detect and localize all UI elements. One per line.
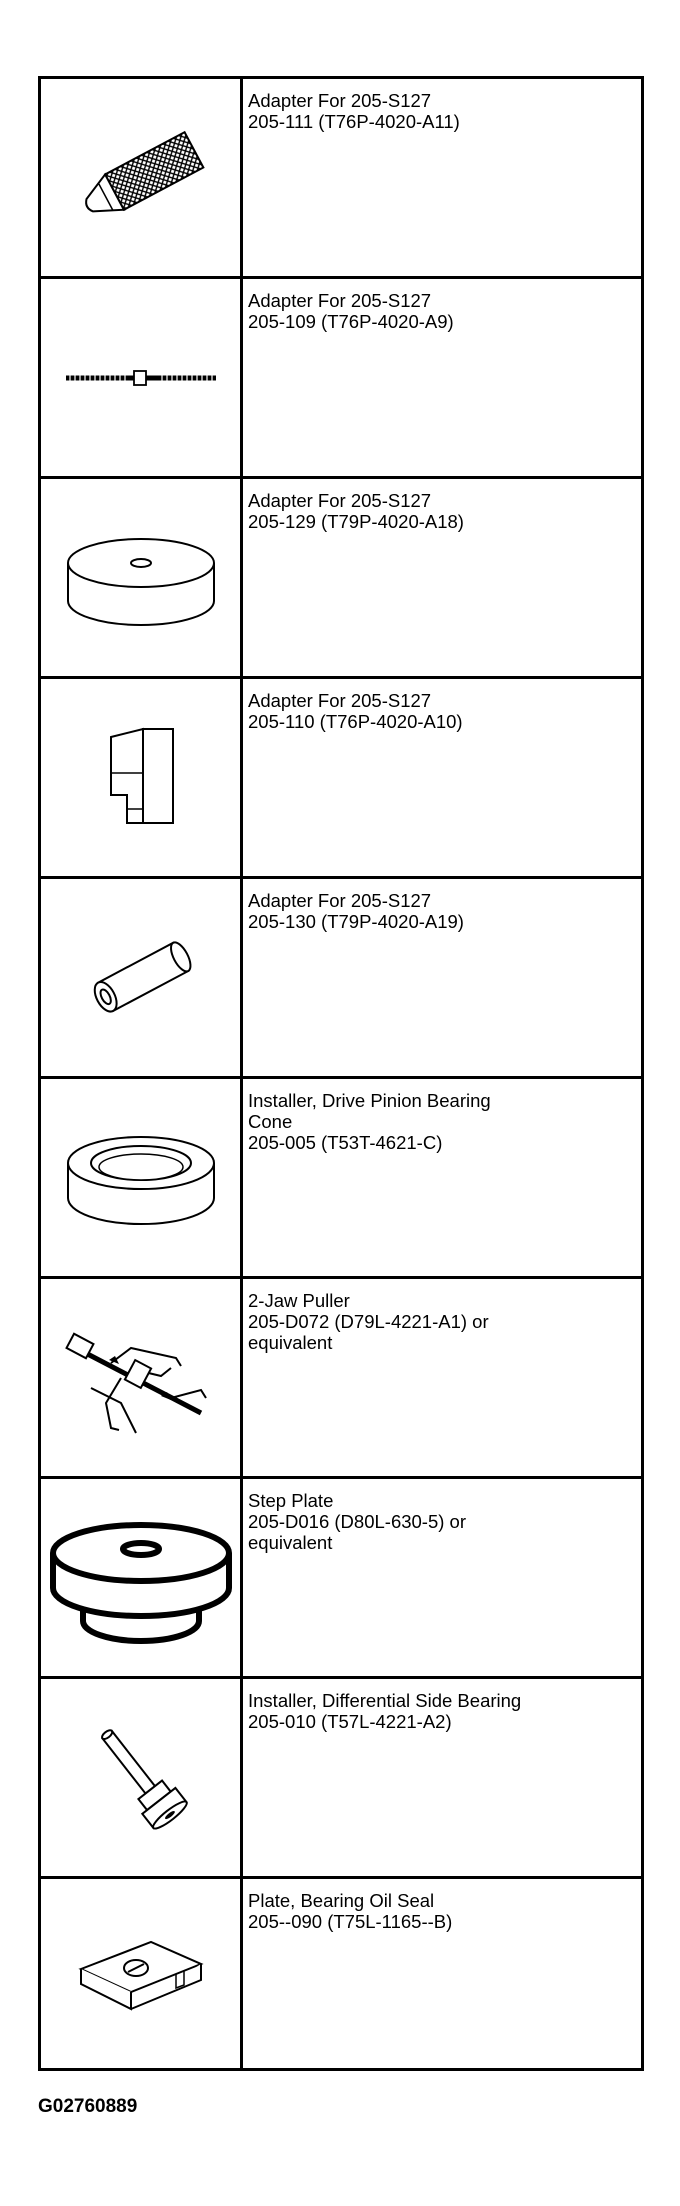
tool-image-cell [41, 1879, 243, 2068]
tool-description [248, 690, 633, 732]
bearing-installer-icon [66, 1703, 216, 1853]
figure-id: G02760889 [38, 2096, 138, 2117]
tool-image-cell [41, 79, 243, 276]
tool-row [41, 1479, 641, 1679]
tool-number: 205-129 (T79P-4020-A18) [248, 511, 464, 532]
tool-number: 205-111 (T76P-4020-A11) [248, 111, 460, 132]
tool-number: 205-D072 (D79L-4221-A1) or [248, 1311, 489, 1332]
tool-description [248, 1090, 633, 1153]
tool-description [248, 1890, 633, 1932]
tool-row [41, 879, 641, 1079]
tool-note: equivalent [248, 1332, 333, 1353]
tool-number: 205--090 (T75L-1165--B) [248, 1911, 453, 1932]
tool-image-cell [41, 1679, 243, 1876]
tool-number: 205-010 (T57L-4221-A2) [248, 1711, 452, 1732]
tool-image-cell [41, 1479, 243, 1676]
tool-description [248, 490, 633, 532]
tool-name-cont: Cone [248, 1111, 293, 1132]
tool-row [41, 79, 641, 279]
tool-name: Step Plate [248, 1490, 334, 1511]
tool-name: Adapter For 205-S127 [248, 290, 432, 311]
tool-name: Adapter For 205-S127 [248, 690, 432, 711]
jaw-puller-icon [51, 1308, 231, 1448]
tool-row [41, 1679, 641, 1879]
tool-row [41, 479, 641, 679]
tool-row [41, 279, 641, 479]
tool-description [248, 890, 633, 932]
tool-number: 205-005 (T53T-4621-C) [248, 1132, 443, 1153]
tool-number: 205-109 (T76P-4020-A9) [248, 311, 454, 332]
tool-number: 205-130 (T79P-4020-A19) [248, 911, 464, 932]
tool-name: Adapter For 205-S127 [248, 490, 432, 511]
tool-image-cell [41, 679, 243, 876]
special-tools-table [38, 76, 644, 2071]
tool-image-cell [41, 879, 243, 1076]
tool-description [248, 90, 633, 132]
block-adapter-icon [81, 713, 201, 843]
tool-description [248, 290, 633, 332]
tool-row [41, 1279, 641, 1479]
tool-name: Plate, Bearing Oil Seal [248, 1890, 435, 1911]
tool-number: 205-D016 (D80L-630-5) or [248, 1511, 467, 1532]
tool-image-cell [41, 279, 243, 476]
step-plate-icon [43, 1493, 239, 1663]
threaded-rod-icon [56, 358, 226, 398]
tool-name: Adapter For 205-S127 [248, 890, 432, 911]
tool-name: Installer, Differential Side Bearing [248, 1690, 522, 1711]
tool-description [248, 1690, 633, 1732]
tool-description [248, 1290, 633, 1353]
knurled-adapter-icon [61, 103, 221, 253]
tool-name: Adapter For 205-S127 [248, 90, 432, 111]
tool-image-cell [41, 1279, 243, 1476]
ring-installer-icon [56, 1113, 226, 1243]
tool-name: 2-Jaw Puller [248, 1290, 350, 1311]
tool-image-cell [41, 479, 243, 676]
tool-note: equivalent [248, 1532, 333, 1553]
tube-adapter-icon [66, 918, 216, 1038]
tool-row [41, 1879, 641, 2068]
tool-name: Installer, Drive Pinion Bearing [248, 1090, 491, 1111]
tool-row [41, 679, 641, 879]
tool-number: 205-110 (T76P-4020-A10) [248, 711, 463, 732]
tool-row [41, 1079, 641, 1279]
tool-image-cell [41, 1079, 243, 1276]
disc-adapter-icon [56, 513, 226, 643]
seal-plate-icon [66, 1914, 216, 2034]
tool-description [248, 1490, 633, 1553]
